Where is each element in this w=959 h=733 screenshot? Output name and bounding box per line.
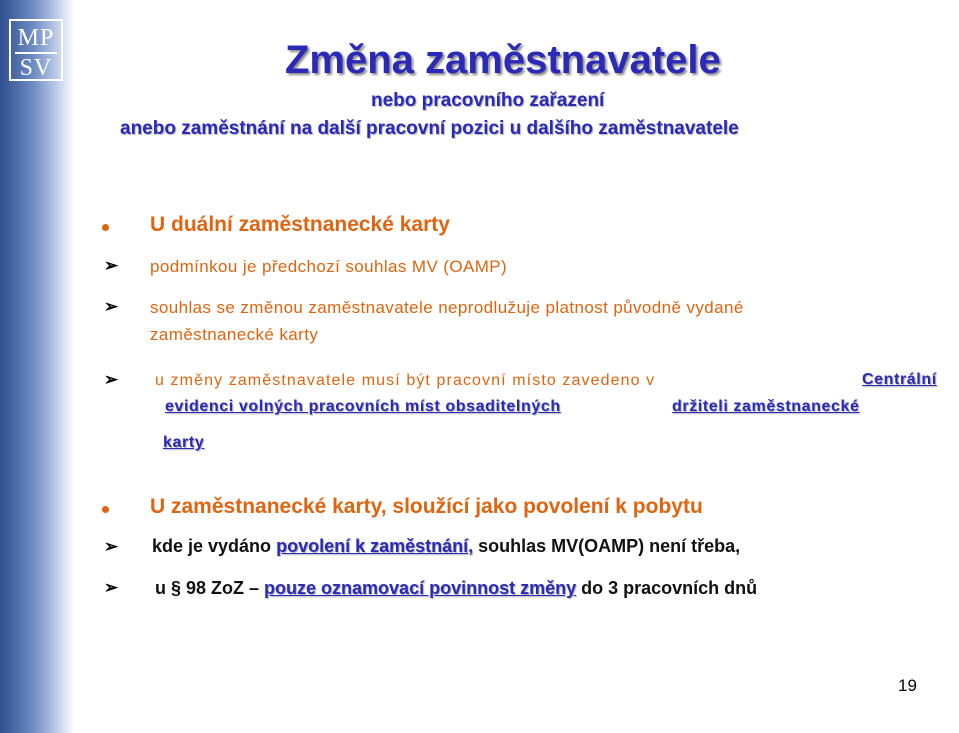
link-povoleni-k-zamestnani[interactable]: povolení k zaměstnání,: [276, 536, 474, 556]
section1-item1: podmínkou je předchozí souhlas MV (OAMP): [150, 257, 508, 276]
section1-item2-line2: zaměstnanecké karty: [150, 325, 319, 344]
logo-divider: [15, 52, 57, 54]
arrow-bullet-icon: ➢: [104, 537, 119, 556]
bullet-dot-icon: [102, 506, 109, 513]
section1-item2-line1: souhlas se změnou zaměstnavatele neprodlužuje platnost původně vydané: [150, 298, 744, 317]
logo-line2: SV: [19, 55, 53, 81]
section2-item1-pre: kde je vydáno: [152, 536, 272, 556]
logo-line1: MP: [17, 25, 55, 51]
section2-item2-pre: u § 98 ZoZ –: [155, 578, 260, 598]
section1-item3-text: u změny zaměstnavatele musí být pracovní místo zavedeno v: [155, 372, 656, 389]
slide-subtitle-2: anebo zaměstnání na další pracovní pozici u dalšího zaměstnavatele: [120, 118, 739, 139]
link-centralni[interactable]: Centrální: [862, 371, 937, 388]
section2-item1: [152, 536, 740, 557]
link-drziteli-zamestnanecke[interactable]: držiteli zaměstnanecké: [672, 398, 860, 415]
link-evidence-volnych-mist[interactable]: evidenci volných pracovních míst obsaditelných: [165, 398, 561, 415]
section2-item2: [155, 578, 757, 599]
arrow-bullet-icon: ➢: [104, 370, 119, 389]
section1-heading: U duální zaměstnanecké karty: [150, 213, 450, 236]
slide-subtitle-1: nebo pracovního zařazení: [371, 90, 605, 111]
mpsv-logo: [9, 19, 63, 81]
link-karty[interactable]: karty: [163, 434, 205, 451]
arrow-bullet-icon: ➢: [104, 297, 119, 316]
slide-title: Změna zaměstnavatele: [285, 38, 721, 82]
bullet-dot-icon: [102, 224, 109, 231]
page-number: 19: [898, 676, 917, 695]
section2-item1-post: souhlas MV(OAMP) není třeba,: [478, 536, 741, 556]
sidebar-gradient: [0, 0, 75, 733]
link-oznamovaci-povinnost[interactable]: pouze oznamovací povinnost změny: [264, 578, 577, 598]
arrow-bullet-icon: ➢: [104, 256, 119, 275]
section2-heading: U zaměstnanecké karty, sloužící jako povolení k pobytu: [150, 495, 703, 518]
arrow-bullet-icon: ➢: [104, 578, 119, 597]
section2-item2-post: do 3 pracovních dnů: [581, 578, 758, 598]
